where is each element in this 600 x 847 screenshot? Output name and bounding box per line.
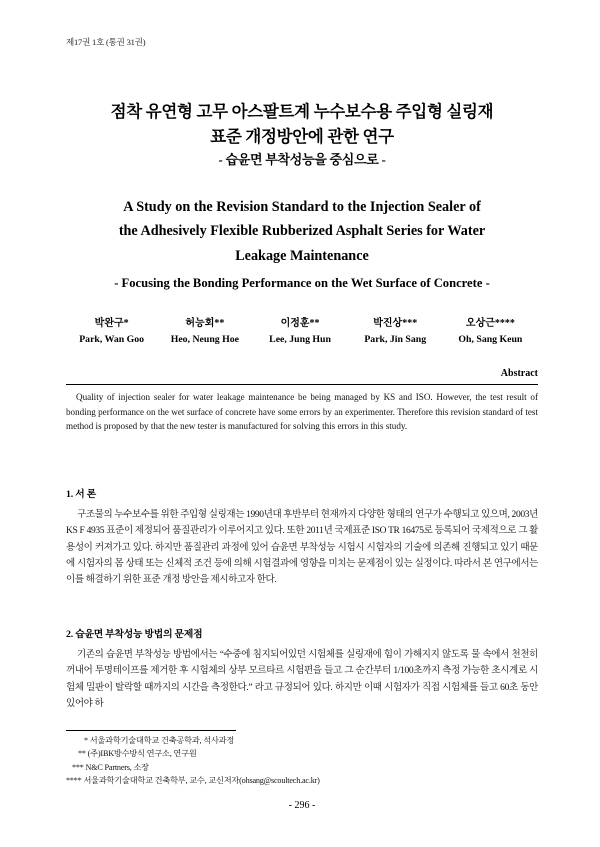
footnote-1	[66, 734, 538, 747]
section-2-body	[66, 647, 538, 712]
footnote-2-mark: **	[78, 749, 86, 759]
author-en-5: Oh, Sang Keun	[458, 333, 523, 345]
korean-title-line2: 표준 개정방안에 관한 연구	[210, 126, 394, 146]
page-content	[66, 0, 538, 847]
running-head: 제17권 1호 (통권 31권)	[66, 37, 146, 47]
korean-title-line1: 점착 유연형 고무 아스팔트계 누수보수용 주입형 실링재	[110, 102, 494, 121]
footnote-3	[66, 761, 538, 774]
section-1-body	[66, 507, 538, 589]
footnote-list	[66, 734, 538, 787]
author-list	[66, 316, 538, 347]
author-ko-1: 박완구*	[94, 318, 129, 329]
section-1-paragraph: 구조물의 누수보수를 위한 주입형 실링재는 1990년대 후반부터 현재까지 다양한 형태의 연구가 수행되고 있으며, 2003년 KS F 4935 표준이 제정되어 품질관리가 이루어지고 있다. 또한 2011년 국제표준 ISO TR 16475로 등록되어 국제적으로 그 활용성이 커져가고 있다. 하지만 품질관리 과정에 있어 습윤면 부착성능 시험시 시험자의 기술에 의존해 진행되고 있기 때문에 시험자의 몸 상태 또는 신체적 조건 등에 의해 시험결과에 영향을 미치는 문제점이 있는 실정이다. 따라서 본 연구에서는 이를 해결하기 위한 표준 개정 방안을 제시하고자 한다.	[66, 510, 538, 586]
footnote-3-mark: ***	[72, 762, 84, 772]
author-ko-4: 박진상***	[373, 318, 418, 329]
english-title-line2: the Adhesively Flexible Rubberized Asphalt Series for Water	[118, 223, 486, 240]
footnote-1-text: 서울과학기술대학교 건축공학과, 석사과정	[89, 736, 235, 745]
footnote-2	[66, 747, 538, 760]
author-ko-5: 오상근****	[465, 318, 515, 329]
abstract-divider	[66, 384, 538, 385]
footnote-4	[66, 774, 538, 787]
english-title-line1: A Study on the Revision Standard to the Injection Sealer of	[123, 199, 481, 215]
english-title	[66, 195, 538, 268]
footnote-1-mark: *	[84, 736, 88, 745]
author-names-english	[66, 332, 538, 347]
abstract-heading: Abstract	[500, 368, 538, 379]
page-number: - 296 -	[288, 800, 316, 811]
author-en-4: Park, Jin Sang	[364, 333, 427, 345]
author-en-3: Lee, Jung Hun	[269, 333, 331, 345]
author-ko-2: 허능회**	[185, 318, 225, 329]
footnote-4-mark: ****	[66, 775, 82, 785]
section-2-heading: 2. 습윤면 부착성능 방법의 문제점	[66, 629, 203, 640]
author-en-2: Heo, Neung Hoe	[170, 333, 240, 345]
section-1	[66, 486, 538, 589]
footnote-2-text: (주)IBK방수방식 연구소, 연구원	[87, 749, 197, 759]
abstract-body: Quality of injection sealer for water leakage maintenance be being managed by KS and ISO. However, the test result of bonding performance on the wet surface of concrete have some errors by an experimenter. Therefore this revision standard of test method is proposed by that the new tester is manufactured for solving this errors in this study.	[66, 392, 538, 432]
author-names-korean	[66, 316, 538, 332]
author-ko-3: 이정훈**	[280, 318, 320, 329]
section-1-heading: 1. 서 론	[66, 489, 96, 500]
korean-subtitle: - 습윤면 부착성능을 중심으로 -	[218, 151, 386, 167]
english-subtitle: - Focusing the Bonding Performance on the Wet Surface of Concrete -	[114, 276, 490, 290]
abstract-text	[66, 390, 538, 434]
author-en-1: Park, Wan Goo	[79, 333, 145, 345]
footnote-3-text: N&C Partners, 소장	[85, 762, 149, 772]
footnote-divider	[66, 730, 236, 731]
section-2	[66, 626, 538, 712]
english-title-line3: Leakage Maintenance	[235, 247, 369, 264]
korean-title	[66, 100, 538, 169]
section-2-paragraph: 기존의 습윤면 부착성능 방법에서는 “수중에 침지되어있던 시험체를 실링재에 힘이 가해지지 않도록 물 속에서 천천히 꺼내어 투명테이프를 제거한 후 시험체의 상부 모르타르 시험편을 들고 그 순간부터 1/100초까지 측정 가능한 초시계로 시험체 밀판이 탈락할 때까지의 시간을 측정한다.” 라고 규정되어 있다. 하지만 이때 시험자가 직접 시험체를 들고 60초 동안 있어야 하	[66, 650, 538, 709]
footnote-4-text: 서울과학기술대학교 건축학부, 교수, 교신저자(ohsang@scoultech.ac.kr)	[83, 775, 320, 785]
